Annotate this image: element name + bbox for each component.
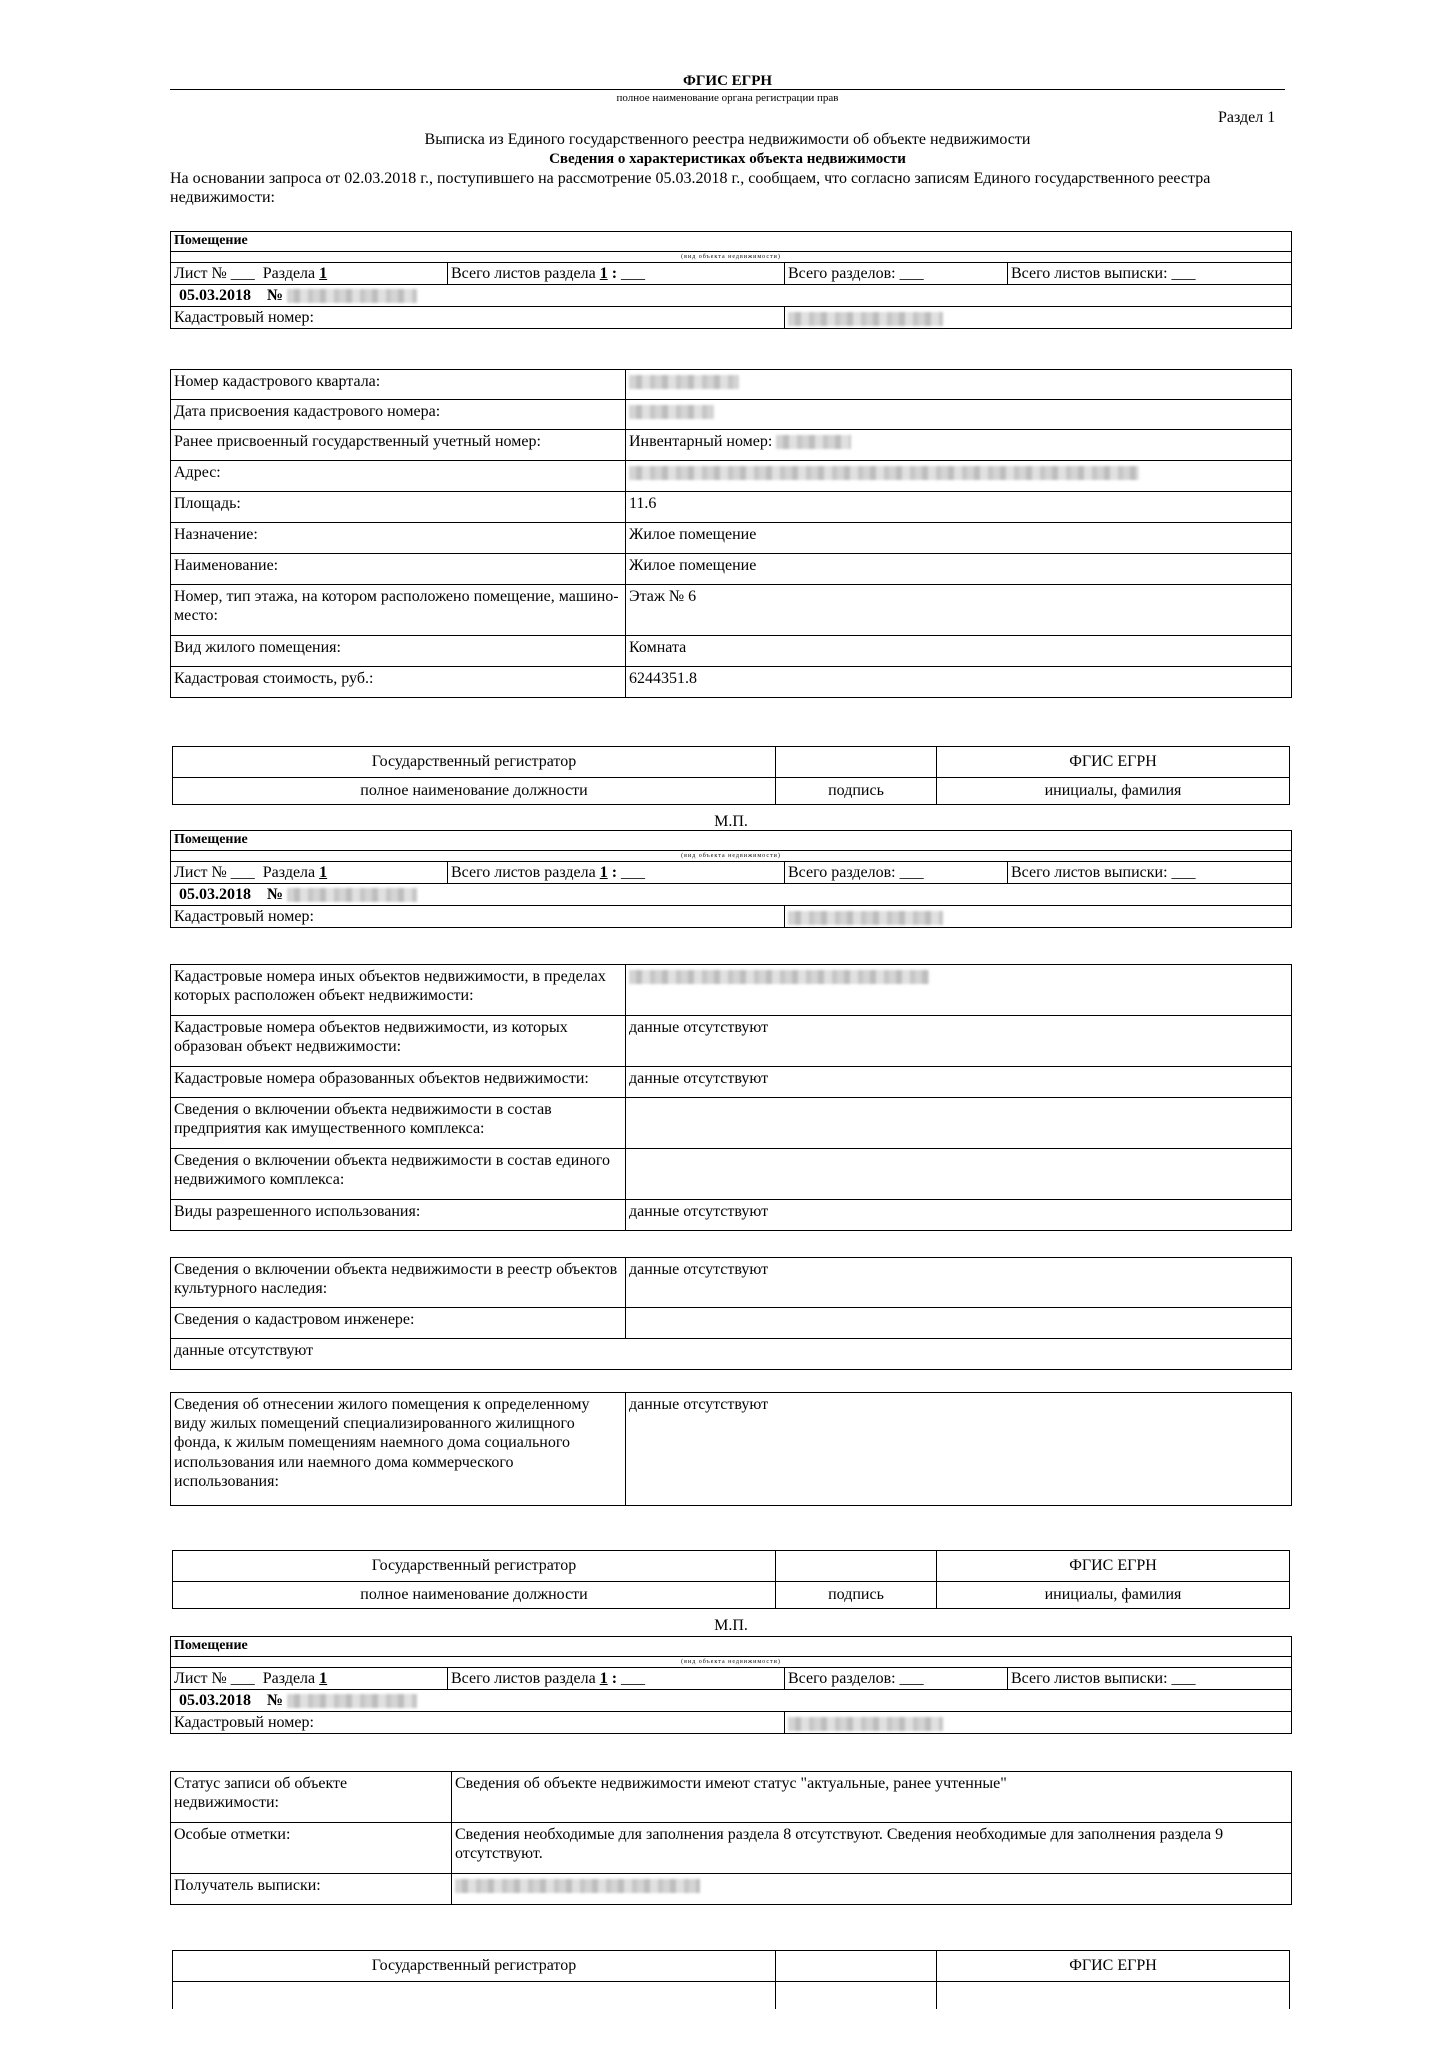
object-header-table-3 [170,1636,1292,1734]
sheet-number-cell: Лист № ___ Раздела 1 [171,861,448,883]
related-value: данные отсутствуют [626,1200,1292,1231]
object-header-table-2 [170,830,1292,928]
char-label: Наименование: [171,554,626,585]
related-label: Сведения о включении объекта недвижимости в состав единого недвижимого комплекса: [171,1149,626,1200]
sign-caption: подпись [776,778,937,805]
registrar-position: Государственный регистратор [173,747,776,778]
char-label: Дата присвоения кадастрового номера: [171,400,626,430]
char-label: Адрес: [171,461,626,492]
registrar-position: Государственный регистратор [173,1551,776,1582]
related-label: Кадастровые номера объектов недвижимости, из которых образован объект недвижимости: [171,1016,626,1067]
date-number-cell: 05.03.2018 № [171,883,1292,905]
total-sections-cell: Всего разделов: ___ [785,861,1008,883]
related-label: Кадастровые номера иных объектов недвижимости, в пределах которых расположен объект недвижимости: [171,965,626,1016]
registrar-signature [776,1551,937,1582]
char-value: Комната [626,636,1292,667]
char-value: 11.6 [626,492,1292,523]
object-type-caption: (вид объекта недвижимости) [171,251,1292,262]
char-value: 6244351.8 [626,667,1292,698]
registrar-org: ФГИС ЕГРН [937,1951,1290,1982]
recipient-label: Получатель выписки: [171,1874,452,1905]
date-number-cell: 05.03.2018 № [171,1689,1292,1711]
housing-value: данные отсутствуют [626,1393,1292,1506]
engineer-value: данные отсутствуют [171,1339,1292,1370]
total-sheets-section-cell: Всего листов раздела 1 : ___ [448,262,785,284]
notes-label: Особые отметки: [171,1823,452,1874]
char-label: Номер кадастрового квартала: [171,370,626,400]
stamp-placeholder: М.П. [714,1617,748,1634]
signature-table-2 [172,1550,1290,1609]
cadastral-label: Кадастровый номер: [171,906,785,928]
char-value: Жилое помещение [626,523,1292,554]
registrar-signature [776,747,937,778]
char-label: Номер, тип этажа, на котором расположено помещение, машино-место: [171,585,626,636]
housing-label: Сведения об отнесении жилого помещения к определенному виду жилых помещений специализированного жилищного фонда, к жилым помещениям наемного дома социального использования или наемного дома коммерческого использования: [171,1393,626,1506]
document-subtitle: Сведения о характеристиках объекта недвижимости [549,151,906,167]
related-label: Виды разрешенного использования: [171,1200,626,1231]
recipient-value [452,1874,1292,1905]
registrar-org: ФГИС ЕГРН [937,747,1290,778]
char-label: Назначение: [171,523,626,554]
engineer-label: Сведения о кадастровом инженере: [171,1308,626,1339]
status-table [170,1771,1292,1905]
registry-org: ФГИС ЕГРН [682,73,773,89]
object-type-caption: (вид объекта недвижимости) [171,1656,1292,1667]
object-type-caption: (вид объекта недвижимости) [171,850,1292,861]
document-title: Выписка из Единого государственного реестра недвижимости об объекте недвижимости [424,131,1031,148]
stamp-placeholder: М.П. [714,813,748,830]
cadastral-label: Кадастровый номер: [171,1712,785,1734]
position-caption-empty [173,1982,776,2009]
registrar-org: ФГИС ЕГРН [937,1551,1290,1582]
engineer-value-cell [626,1308,1292,1339]
status-label: Статус записи об объекте недвижимости: [171,1772,452,1823]
sheet-number-cell: Лист № ___ Раздела 1 [171,1667,448,1689]
total-sections-cell: Всего разделов: ___ [785,1667,1008,1689]
related-value: данные отсутствуют [626,1016,1292,1067]
char-label: Кадастровая стоимость, руб.: [171,667,626,698]
heritage-table [170,1257,1292,1370]
char-value [626,370,1292,400]
char-value: Жилое помещение [626,554,1292,585]
cadastral-value [785,1712,1292,1734]
date-number-cell: 05.03.2018 № [171,284,1292,306]
heritage-value: данные отсутствуют [626,1258,1292,1308]
name-caption: инициалы, фамилия [937,1582,1290,1609]
header-rule [170,89,1285,90]
related-value [626,1149,1292,1200]
section-label: Раздел 1 [1218,109,1276,126]
total-sheets-section-cell: Всего листов раздела 1 : ___ [448,861,785,883]
org-caption: полное наименование органа регистрации прав [616,92,839,104]
object-type: Помещение [171,232,1292,252]
char-label: Вид жилого помещения: [171,636,626,667]
related-value [626,1098,1292,1149]
char-label: Ранее присвоенный государственный учетный номер: [171,430,626,461]
name-caption: инициалы, фамилия [937,778,1290,805]
registrar-signature [776,1951,937,1982]
signature-table-1 [172,746,1290,805]
position-caption: полное наименование должности [173,778,776,805]
related-label: Сведения о включении объекта недвижимости в состав предприятия как имущественного комплекса: [171,1098,626,1149]
total-sheets-section-cell: Всего листов раздела 1 : ___ [448,1667,785,1689]
char-value: Инвентарный номер: [626,430,1292,461]
related-objects-table [170,964,1292,1231]
sheet-number-cell: Лист № ___ Раздела 1 [171,262,448,284]
object-type: Помещение [171,1637,1292,1657]
registrar-position: Государственный регистратор [173,1951,776,1982]
object-header-table-1 [170,231,1292,329]
total-sheets-extract-cell: Всего листов выписки: ___ [1008,262,1292,284]
signature-table-3 [172,1950,1290,2009]
char-value: Этаж № 6 [626,585,1292,636]
total-sheets-extract-cell: Всего листов выписки: ___ [1008,1667,1292,1689]
char-value [626,461,1292,492]
cadastral-value [785,906,1292,928]
related-label: Кадастровые номера образованных объектов недвижимости: [171,1067,626,1098]
notes-value: Сведения необходимые для заполнения раздела 8 отсутствуют. Сведения необходимые для заполнения раздела 9 отсутствуют. [452,1823,1292,1874]
char-label: Площадь: [171,492,626,523]
object-type: Помещение [171,831,1292,851]
status-value: Сведения об объекте недвижимости имеют статус "актуальные, ранее учтенные" [452,1772,1292,1823]
heritage-label: Сведения о включении объекта недвижимости в реестр объектов культурного наследия: [171,1258,626,1308]
sign-caption-empty [776,1982,937,2009]
related-value: данные отсутствуют [626,1067,1292,1098]
char-value [626,400,1292,430]
total-sheets-extract-cell: Всего листов выписки: ___ [1008,861,1292,883]
total-sections-cell: Всего разделов: ___ [785,262,1008,284]
housing-table [170,1392,1292,1506]
position-caption: полное наименование должности [173,1582,776,1609]
name-caption-empty [937,1982,1290,2009]
related-value [626,965,1292,1016]
intro-text: На основании запроса от 02.03.2018 г., поступившего на рассмотрение 05.03.2018 г., сообщаем, что согласно записям Единого государственного реестра недвижимости: [170,170,1211,207]
cadastral-label: Кадастровый номер: [171,307,785,329]
cadastral-value [785,307,1292,329]
characteristics-table [170,369,1292,698]
sign-caption: подпись [776,1582,937,1609]
